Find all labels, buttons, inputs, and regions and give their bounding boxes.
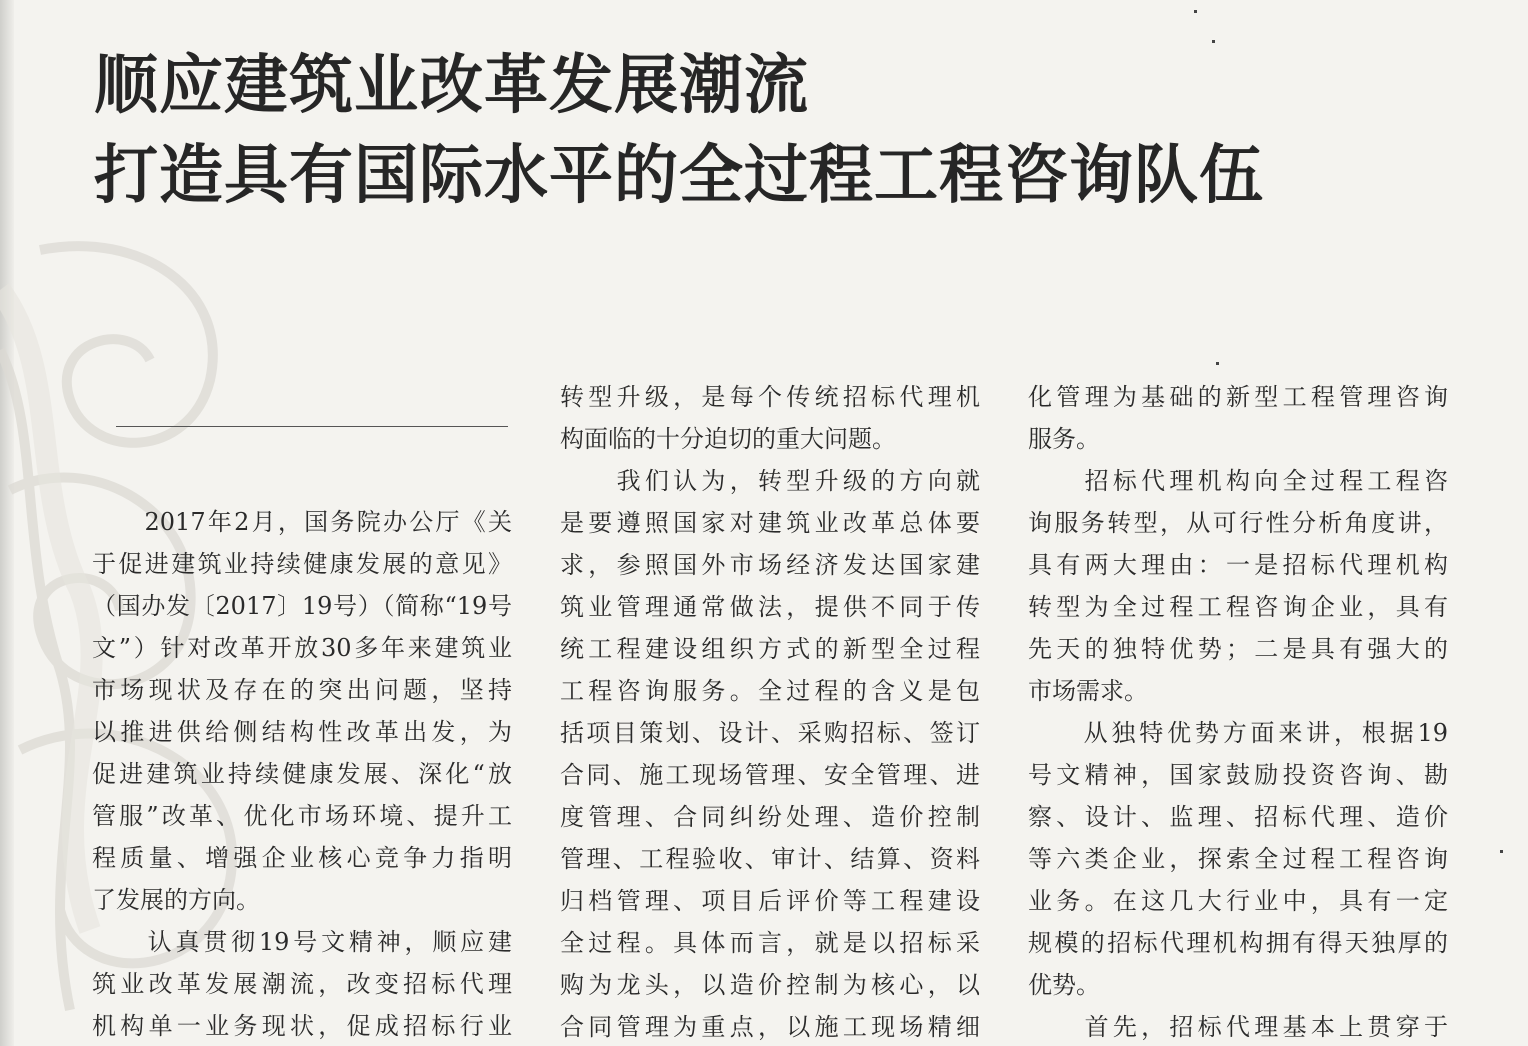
body-text-line: 括项目策划、设计、采购招标、签订	[560, 719, 980, 747]
body-text-line: 化管理为基础的新型工程管理咨询	[1028, 383, 1448, 411]
body-text-line: 以推进供给侧结构性改革出发，为	[92, 718, 512, 746]
body-text-line: 市场现状及存在的突出问题，坚持	[92, 676, 512, 704]
text-column-2	[560, 0, 980, 1046]
body-text-line: 等六类企业，探索全过程工程咨询	[1028, 845, 1448, 873]
scan-speck	[1194, 10, 1197, 13]
body-text-line: 管服”改革、优化市场环境、提升工	[92, 802, 512, 830]
body-text-line: 求，参照国外市场经济发达国家建	[560, 551, 980, 579]
body-text-line: 首先，招标代理基本上贯穿于	[1028, 1013, 1448, 1041]
body-text-line: 是要遵照国家对建筑业改革总体要	[560, 509, 980, 537]
body-text-line: 促进建筑业持续健康发展、深化“放	[92, 760, 512, 788]
body-text-line: 察、设计、监理、招标代理、造价	[1028, 803, 1448, 831]
headline-line-2: 打造具有国际水平的全过程工程咨询队伍	[94, 139, 1264, 213]
body-text-line: 具有两大理由：一是招标代理机构	[1028, 551, 1448, 579]
body-text-line: （国办发〔2017〕19号）（简称“19号	[92, 592, 512, 620]
body-text-line: 筑业改革发展潮流，改变招标代理	[92, 970, 512, 998]
body-text-line: 筑业管理通常做法，提供不同于传	[560, 593, 980, 621]
body-text-line: 服务。	[1028, 425, 1100, 453]
body-text-line: 市场需求。	[1028, 677, 1148, 705]
scan-speck	[1500, 850, 1503, 853]
body-text-line: 归档管理、项目后评价等工程建设	[560, 887, 980, 915]
body-text-line: 合同管理为重点，以施工现场精细	[560, 1013, 980, 1041]
body-text-line: 了发展的方向。	[92, 886, 260, 914]
body-text-line: 机构单一业务现状，促成招标行业	[92, 1012, 512, 1040]
body-text-line: 管理、工程验收、审计、结算、资料	[560, 845, 980, 873]
body-text-line: 构面临的十分迫切的重大问题。	[560, 425, 896, 453]
body-text-line: 转型升级，是每个传统招标代理机	[560, 383, 980, 411]
body-text-line: 从独特优势方面来讲，根据19	[1028, 719, 1448, 747]
body-text-line: 询服务转型，从可行性分析角度讲，	[1028, 509, 1448, 537]
body-text-line: 全过程。具体而言，就是以招标采	[560, 929, 980, 957]
body-text-line: 转型为全过程工程咨询企业，具有	[1028, 593, 1448, 621]
body-text-line: 规模的招标代理机构拥有得天独厚的	[1028, 929, 1448, 957]
body-text-line: 购为龙头，以造价控制为核心，以	[560, 971, 980, 999]
body-text-line: 度管理、合同纠纷处理、造价控制	[560, 803, 980, 831]
body-text-line: 认真贯彻19号文精神，顺应建	[92, 928, 512, 956]
scan-speck	[1212, 40, 1215, 43]
headline-line-1: 顺应建筑业改革发展潮流	[94, 49, 809, 123]
text-column-3	[1028, 0, 1448, 1046]
body-text-line: 2017年2月，国务院办公厅《关	[92, 508, 512, 536]
scan-edge-shadow	[0, 0, 14, 1046]
body-text-line: 工程咨询服务。全过程的含义是包	[560, 677, 980, 705]
body-text-line: 招标代理机构向全过程工程咨	[1028, 467, 1448, 495]
body-text-line: 于促进建筑业持续健康发展的意见》	[92, 550, 512, 578]
body-text-line: 业务。在这几大行业中，具有一定	[1028, 887, 1448, 915]
text-column-1	[92, 0, 512, 1046]
body-text-line: 程质量、增强企业核心竞争力指明	[92, 844, 512, 872]
body-text-line: 优势。	[1028, 971, 1100, 999]
body-text-line: 合同、施工现场管理、安全管理、进	[560, 761, 980, 789]
body-text-line: 我们认为，转型升级的方向就	[560, 467, 980, 495]
body-text-line: 文”）针对改革开放30多年来建筑业	[92, 634, 512, 662]
body-text-line: 统工程建设组织方式的新型全过程	[560, 635, 980, 663]
body-text-line: 先天的独特优势；二是具有强大的	[1028, 635, 1448, 663]
scan-speck	[1216, 362, 1219, 365]
body-text-line: 号文精神，国家鼓励投资咨询、勘	[1028, 761, 1448, 789]
